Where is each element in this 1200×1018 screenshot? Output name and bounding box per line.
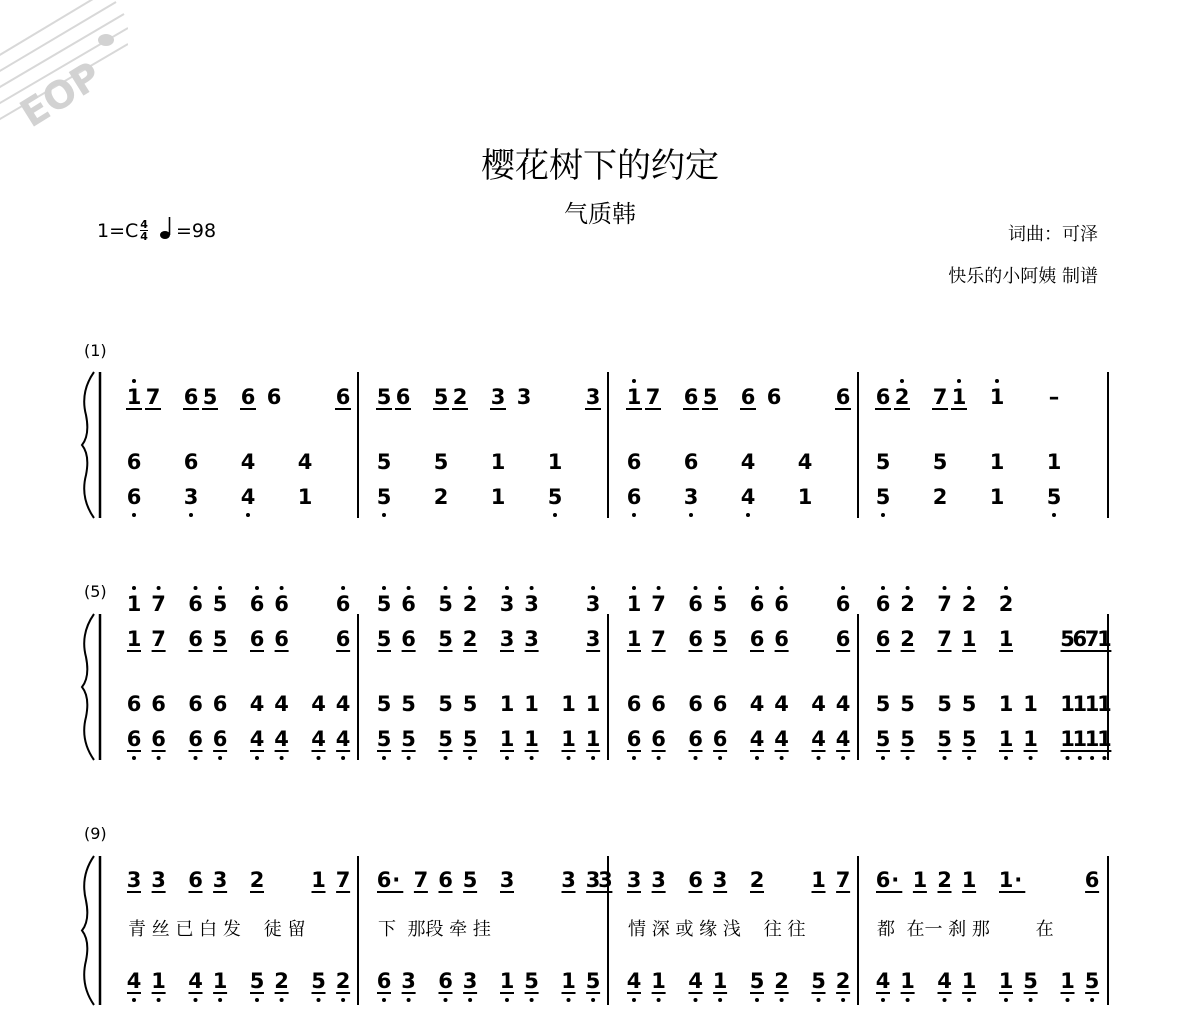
note: 6 <box>740 385 756 409</box>
note: 1 <box>561 692 576 716</box>
note: 1 <box>1084 692 1100 716</box>
note: 7 <box>1084 627 1100 651</box>
note: 6 <box>438 969 453 993</box>
note: 3 <box>499 592 515 616</box>
note: 4 <box>188 969 203 993</box>
note: 3 <box>516 385 532 409</box>
note: 7 <box>645 385 661 409</box>
system-number: (9) <box>84 824 107 843</box>
note: 6 <box>151 727 166 751</box>
note: 6 <box>688 692 703 716</box>
system-number: (5) <box>84 582 107 601</box>
note: 5 <box>202 385 218 409</box>
tempo: =98 <box>175 219 217 242</box>
note: 6 <box>249 627 265 651</box>
note: 2 <box>335 969 351 993</box>
note: 4 <box>240 485 256 509</box>
note: 6 <box>188 868 203 892</box>
note: 5 <box>712 592 728 616</box>
note: 4 <box>774 692 789 716</box>
note: 1 <box>1097 627 1112 651</box>
note: 6 <box>401 627 416 651</box>
note: 5 <box>462 727 478 751</box>
note: 1 <box>998 727 1014 751</box>
note: 7 <box>151 592 166 616</box>
note: 5 <box>749 969 765 993</box>
note: · <box>392 868 401 892</box>
note: 2 <box>433 485 449 509</box>
note: 3 <box>462 969 478 993</box>
note: 4 <box>740 450 756 474</box>
note: 5 <box>875 727 891 751</box>
note: 5 <box>376 727 392 751</box>
note: 6 <box>1072 627 1088 651</box>
note: 1 <box>524 692 539 716</box>
note: 1 <box>912 868 928 892</box>
note: 1 <box>900 969 915 993</box>
song-title: 樱花树下的约定 <box>481 146 719 186</box>
note: 6 <box>266 385 282 409</box>
note: 5 <box>937 692 952 716</box>
note: 5 <box>961 692 977 716</box>
note: 4 <box>249 727 265 751</box>
note: 2 <box>462 592 478 616</box>
note: 1 <box>998 692 1014 716</box>
note: 1 <box>126 592 142 616</box>
note: 6 <box>712 727 728 751</box>
note: 1 <box>998 868 1014 892</box>
note: 6 <box>835 385 851 409</box>
note: 1 <box>989 485 1005 509</box>
note: 1 <box>1060 692 1075 716</box>
note: 3 <box>183 485 199 509</box>
note: 7 <box>937 592 952 616</box>
note: 1 <box>1097 727 1112 751</box>
note: 6 <box>126 485 142 509</box>
note: 6 <box>626 727 642 751</box>
note: 5 <box>1060 627 1075 651</box>
note: 6 <box>274 592 289 616</box>
note: 7 <box>145 385 161 409</box>
note: 4 <box>274 727 289 751</box>
note: 1 <box>1084 727 1100 751</box>
note: 7 <box>932 385 948 409</box>
note: 1 <box>561 969 576 993</box>
note: 1 <box>547 450 563 474</box>
note: 5 <box>462 692 478 716</box>
note: 5 <box>438 627 453 651</box>
note: 6 <box>438 868 453 892</box>
note: 7 <box>651 592 666 616</box>
note: 6 <box>1084 868 1100 892</box>
note: 6 <box>240 385 256 409</box>
note: 1 <box>151 969 166 993</box>
note: 6 <box>335 627 351 651</box>
note: 5 <box>376 450 392 474</box>
note: 5 <box>433 385 449 409</box>
note: 1 <box>651 969 666 993</box>
note: 5 <box>249 969 265 993</box>
note: 4 <box>937 969 952 993</box>
note: 1 <box>1097 692 1112 716</box>
note: 1 <box>797 485 813 509</box>
note: 3 <box>524 592 539 616</box>
note: 5 <box>524 969 539 993</box>
note: 5 <box>438 692 453 716</box>
note: 5 <box>1084 969 1100 993</box>
note: 5 <box>875 692 891 716</box>
note: 5 <box>376 485 392 509</box>
note: 6 <box>335 385 351 409</box>
note: 1 <box>626 627 642 651</box>
note: 6 <box>875 868 891 892</box>
note: 3 <box>585 592 601 616</box>
note: 1 <box>712 969 728 993</box>
note: 1 <box>626 385 642 409</box>
note: 2 <box>932 485 948 509</box>
note: 6 <box>126 692 142 716</box>
note: 7 <box>651 627 666 651</box>
note: 6 <box>401 592 416 616</box>
note: 3 <box>490 385 506 409</box>
note: 7 <box>413 868 429 892</box>
note: 1 <box>811 868 826 892</box>
note: 5 <box>401 727 416 751</box>
note: 1 <box>490 450 506 474</box>
note: 1 <box>126 627 142 651</box>
note: 3 <box>561 868 576 892</box>
note: 6 <box>774 592 789 616</box>
note: 3 <box>626 868 642 892</box>
note: 3 <box>499 868 515 892</box>
note: 6 <box>126 450 142 474</box>
note: 6 <box>376 969 392 993</box>
note: 1 <box>126 385 142 409</box>
note: 5 <box>585 969 601 993</box>
note: 6 <box>688 592 703 616</box>
system-number: (1) <box>84 341 107 360</box>
note: 6 <box>626 450 642 474</box>
lyricist-credit: 词曲：可泽 <box>1008 224 1098 245</box>
note: 7 <box>335 868 351 892</box>
lyric-line: 青 丝 已 白 发 徒 留 <box>128 919 306 940</box>
note: 3 <box>585 868 601 892</box>
note: 5 <box>961 727 977 751</box>
note: 6 <box>774 627 789 651</box>
note: 5 <box>376 692 392 716</box>
note: 1 <box>998 627 1014 651</box>
note: 6 <box>376 868 392 892</box>
note: 6 <box>688 727 703 751</box>
note: 6 <box>249 592 265 616</box>
note: 3 <box>712 868 728 892</box>
note: 5 <box>1023 969 1038 993</box>
note: 3 <box>598 868 613 892</box>
note: 5 <box>438 727 453 751</box>
note: 1 <box>1060 969 1075 993</box>
note: – <box>1048 385 1060 409</box>
note: 1 <box>998 969 1014 993</box>
note: 6 <box>835 627 851 651</box>
note: 6 <box>274 627 289 651</box>
note: · <box>1014 868 1023 892</box>
note: 5 <box>212 592 228 616</box>
note: 6 <box>151 692 166 716</box>
note: 6 <box>188 592 203 616</box>
note: 5 <box>547 485 563 509</box>
note: 6 <box>395 385 411 409</box>
note: 3 <box>151 868 166 892</box>
note: 6 <box>875 627 891 651</box>
note: 6 <box>188 692 203 716</box>
note: 1 <box>961 969 977 993</box>
note: 6 <box>335 592 351 616</box>
note: 4 <box>811 727 826 751</box>
note: 5 <box>462 868 478 892</box>
note: 1 <box>1060 727 1075 751</box>
note: 5 <box>376 627 392 651</box>
note: 1 <box>626 592 642 616</box>
note: 5 <box>875 450 891 474</box>
note: 1 <box>961 868 977 892</box>
note: 6 <box>626 692 642 716</box>
note: 2 <box>835 969 851 993</box>
note: 6 <box>212 727 228 751</box>
note: 4 <box>749 692 765 716</box>
note: 6 <box>766 385 782 409</box>
note: 6 <box>188 627 203 651</box>
note: 4 <box>297 450 313 474</box>
note: 4 <box>311 692 326 716</box>
note: 2 <box>774 969 789 993</box>
note: 5 <box>376 385 392 409</box>
note: 6 <box>183 385 199 409</box>
note: 6 <box>188 727 203 751</box>
note: 5 <box>875 485 891 509</box>
note: 3 <box>401 969 416 993</box>
lyric-line: 情 深 或 缘 浅 往 往 <box>628 919 806 940</box>
note: 2 <box>998 592 1014 616</box>
note: 6 <box>126 727 142 751</box>
note: 1 <box>1023 727 1038 751</box>
arranger-credit: 快乐的小阿姨 制谱 <box>948 266 1098 287</box>
note: 3 <box>212 868 228 892</box>
note: 2 <box>274 969 289 993</box>
note: 1 <box>585 692 601 716</box>
song-artist: 气质韩 <box>564 200 636 228</box>
note: 5 <box>900 692 915 716</box>
note: 6 <box>875 385 891 409</box>
note: 3 <box>683 485 699 509</box>
note: 2 <box>894 385 910 409</box>
note: 4 <box>274 692 289 716</box>
note: 6 <box>749 627 765 651</box>
note: 1 <box>989 385 1005 409</box>
note: 1 <box>297 485 313 509</box>
note: 5 <box>900 727 915 751</box>
lyric-line: 都 在一 刹 那 在 <box>877 919 1054 940</box>
note: 2 <box>462 627 478 651</box>
note: 2 <box>937 868 952 892</box>
note: 2 <box>900 627 915 651</box>
note: 4 <box>774 727 789 751</box>
note: 2 <box>749 868 765 892</box>
time-signature: $\frac{4}{4}$ <box>140 218 148 243</box>
note: 4 <box>126 969 142 993</box>
note: 6 <box>688 868 703 892</box>
note: 3 <box>651 868 666 892</box>
note: 5 <box>311 969 326 993</box>
note: 1 <box>1046 450 1062 474</box>
note: 4 <box>797 450 813 474</box>
note: 3 <box>126 868 142 892</box>
note: 1 <box>989 450 1005 474</box>
note: 1 <box>1072 692 1088 716</box>
note: 7 <box>835 868 851 892</box>
note: 4 <box>335 692 351 716</box>
note: 1 <box>1072 727 1088 751</box>
note: 4 <box>875 969 891 993</box>
note: 3 <box>585 385 601 409</box>
note: 5 <box>702 385 718 409</box>
lyric-line: 下 那段 牵 挂 <box>378 919 491 940</box>
note: 3 <box>585 627 601 651</box>
note: 5 <box>811 969 826 993</box>
note: 5 <box>712 627 728 651</box>
note: 1 <box>490 485 506 509</box>
note: 5 <box>376 592 392 616</box>
note: 1 <box>561 727 576 751</box>
note: 4 <box>311 727 326 751</box>
note: 5 <box>401 692 416 716</box>
note: 2 <box>249 868 265 892</box>
note: 4 <box>835 727 851 751</box>
note: 6 <box>683 450 699 474</box>
note: 5 <box>1046 485 1062 509</box>
note: 6 <box>683 385 699 409</box>
note: 1 <box>585 727 601 751</box>
note: 6 <box>183 450 199 474</box>
note: 7 <box>151 627 166 651</box>
note: 6 <box>835 592 851 616</box>
note: 6 <box>749 592 765 616</box>
note: 3 <box>524 627 539 651</box>
note: 6 <box>688 627 703 651</box>
note: 6 <box>712 692 728 716</box>
note: 4 <box>749 727 765 751</box>
note: 4 <box>811 692 826 716</box>
note: 1 <box>499 727 515 751</box>
note: 1 <box>212 969 228 993</box>
note: 2 <box>452 385 468 409</box>
note: 5 <box>937 727 952 751</box>
note: 1 <box>951 385 967 409</box>
note: 2 <box>900 592 915 616</box>
note: 2 <box>961 592 977 616</box>
note: 1 <box>1023 692 1038 716</box>
svg-text:EOP: EOP <box>12 53 109 136</box>
note: 5 <box>932 450 948 474</box>
note: 1 <box>499 692 515 716</box>
note: 4 <box>688 969 703 993</box>
note: 5 <box>438 592 453 616</box>
note: 6 <box>651 692 666 716</box>
note: 1 <box>961 627 977 651</box>
note: 6 <box>626 485 642 509</box>
note: 5 <box>212 627 228 651</box>
note: 6 <box>875 592 891 616</box>
note: 1 <box>499 969 515 993</box>
note: 1 <box>524 727 539 751</box>
note: 7 <box>937 627 952 651</box>
note: 6 <box>651 727 666 751</box>
note: 4 <box>626 969 642 993</box>
note: · <box>891 868 900 892</box>
note: 4 <box>249 692 265 716</box>
note: 4 <box>835 692 851 716</box>
note: 4 <box>240 450 256 474</box>
note: 4 <box>740 485 756 509</box>
note: 5 <box>433 450 449 474</box>
key-signature: 1=C <box>97 219 139 242</box>
note: 1 <box>311 868 326 892</box>
note: 6 <box>212 692 228 716</box>
note: 4 <box>335 727 351 751</box>
note: 3 <box>499 627 515 651</box>
